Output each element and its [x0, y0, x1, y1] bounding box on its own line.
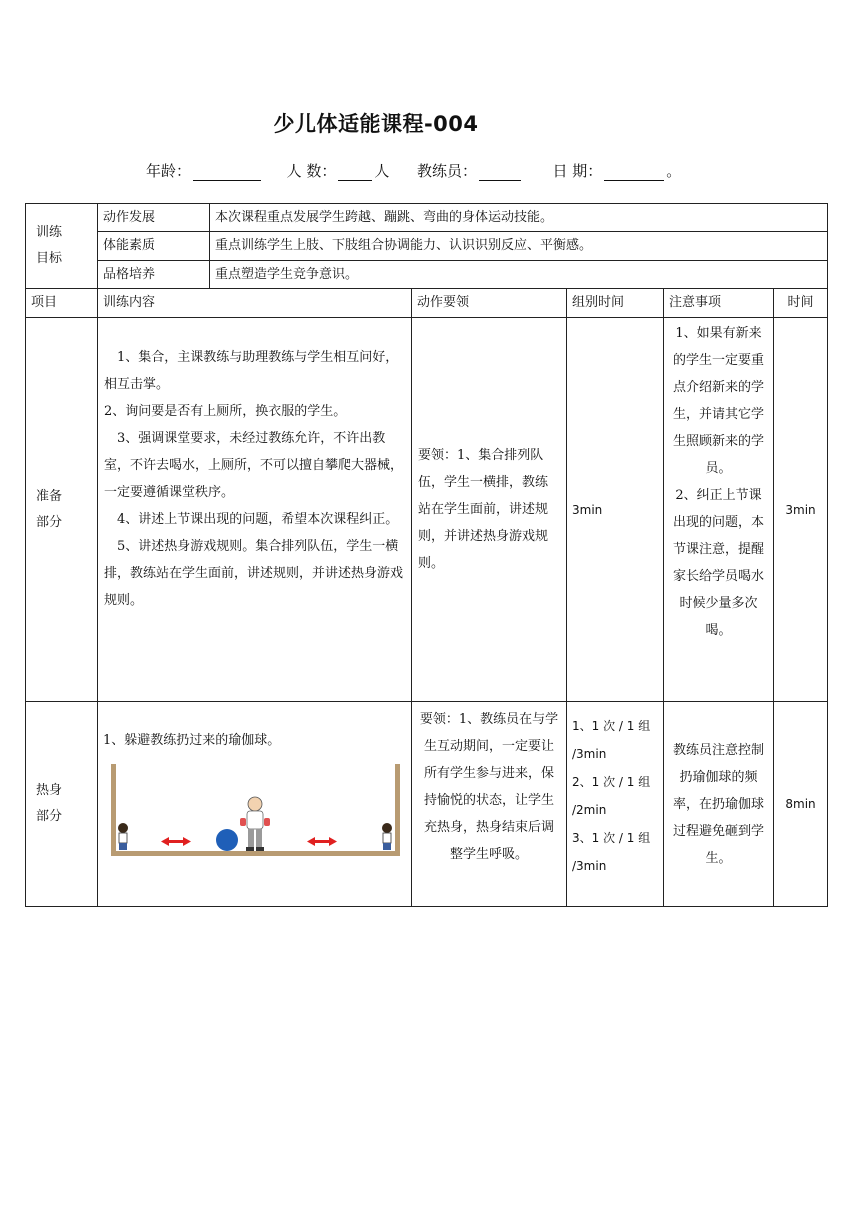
yoga-ball-icon — [216, 829, 238, 851]
warmup-key-points: 要领：1、教练员在与学生互动期间，一定要让所有学生参与进来，保持愉悦的状态，让学生充热身，热身结束后调整学生呼吸。 — [412, 702, 567, 907]
end-mark: 。 — [666, 162, 682, 180]
header-key-points: 动作要领 — [412, 289, 567, 318]
header-group-time: 组别时间 — [567, 289, 664, 318]
count-label: 人 数： — [286, 162, 337, 180]
prep-content-3: 3、强调课堂要求，未经过教练允许，不许出教室，不许去喝水，上厕所，不可以擅自攀爬大器械，一定要遵循课堂秩序。 — [104, 431, 404, 500]
prep-note-1: 1、如果有新来的学生一定要重点介绍新来的学生，并请其它学生照顾新来的学员。 — [672, 326, 764, 476]
coach-icon — [240, 797, 270, 851]
age-label: 年龄： — [146, 162, 192, 180]
header-time: 时间 — [774, 289, 828, 318]
warmup-label-2: 部分 — [36, 809, 63, 824]
coach-label: 教练员： — [416, 162, 477, 180]
warmup-content: 1、躲避教练扔过来的瑜伽球。 — [103, 733, 281, 748]
coach-blank[interactable] — [479, 165, 521, 181]
lesson-table — [25, 203, 828, 907]
header-row — [26, 289, 828, 318]
prep-notes-cell — [664, 318, 774, 702]
warmup-group-time-cell — [567, 702, 664, 907]
prep-key-points: 要领：1、集合排列队伍，学生一横排，教练站在学生面前，讲述规则，并讲述热身游戏规则。 — [412, 318, 567, 702]
header-content: 训练内容 — [98, 289, 412, 318]
goal-name-3: 品格培养 — [98, 261, 210, 289]
prep-row — [26, 318, 828, 702]
goal-text-3: 重点塑造学生竞争意识。 — [210, 261, 828, 289]
warmup-row — [26, 702, 828, 907]
goals-label-2: 目标 — [36, 251, 63, 266]
goal-name-2: 体能素质 — [98, 232, 210, 261]
warmup-group-time-3: 2、1 次 / 1 组 — [572, 775, 651, 789]
goal-name-1: 动作发展 — [98, 204, 210, 232]
goal-text-2: 重点训练学生上肢、下肢组合协调能力、认识识别反应、平衡感。 — [210, 232, 828, 261]
prep-note-2: 2、纠正上节课出现的问题，本节课注意，提醒家长给学员喝水时候少量多次喝。 — [672, 488, 764, 638]
goal-row-2 — [26, 232, 828, 261]
warmup-time: 8min — [774, 702, 828, 907]
prep-content-1: 1、集合，主课教练与助理教练与学生相互问好，相互击掌。 — [104, 350, 399, 392]
goals-label-1: 训练 — [36, 225, 63, 240]
date-blank[interactable] — [604, 165, 664, 181]
prep-label-cell — [26, 318, 98, 702]
warmup-group-time-6: /3min — [572, 859, 607, 873]
warmup-group-time-5: 3、1 次 / 1 组 — [572, 831, 651, 845]
prep-label-2: 部分 — [36, 514, 63, 530]
warmup-group-time-4: /2min — [572, 803, 607, 817]
right-child-icon — [382, 823, 392, 850]
prep-content-5: 5、讲述热身游戏规则。集合排列队伍，学生一横排，教练站在学生面前，讲述规则，并讲述热身游戏规则。 — [104, 539, 404, 608]
info-line — [146, 160, 681, 181]
goal-row-1 — [26, 204, 828, 232]
date-label: 日 期： — [552, 162, 603, 180]
goal-row-3 — [26, 261, 828, 289]
count-unit: 人 — [374, 162, 390, 180]
header-item: 项目 — [26, 289, 98, 318]
warmup-group-time-1: 1、1 次 / 1 组 — [572, 719, 651, 733]
right-arrow-icon — [307, 837, 337, 846]
warmup-label-1: 热身 — [36, 783, 63, 798]
warmup-group-time-2: /3min — [572, 747, 607, 761]
warmup-content-cell — [98, 702, 412, 907]
floor — [111, 851, 400, 856]
dodgeball-illustration — [109, 762, 409, 860]
prep-content-cell — [98, 318, 412, 702]
header-notes: 注意事项 — [664, 289, 774, 318]
page-title: 少儿体适能课程-004 — [273, 112, 479, 136]
right-wall — [395, 764, 400, 856]
prep-time: 3min — [774, 318, 828, 702]
count-blank[interactable] — [338, 165, 372, 181]
warmup-label-cell — [26, 702, 98, 907]
goals-label-cell — [26, 204, 98, 289]
age-blank[interactable] — [193, 165, 261, 181]
prep-content-4: 4、讲述上节课出现的问题，希望本次课程纠正。 — [117, 512, 399, 527]
prep-group-time: 3min — [567, 318, 664, 702]
left-child-icon — [118, 823, 128, 850]
left-arrow-icon — [161, 837, 191, 846]
left-wall — [111, 764, 116, 856]
warmup-notes: 教练员注意控制扔瑜伽球的频率，在扔瑜伽球过程避免砸到学生。 — [664, 702, 774, 907]
prep-content-2: 2、询问要是否有上厕所，换衣服的学生。 — [104, 404, 347, 419]
goal-text-1: 本次课程重点发展学生跨越、蹦跳、弯曲的身体运动技能。 — [210, 204, 828, 232]
prep-label-1: 准备 — [36, 488, 63, 504]
